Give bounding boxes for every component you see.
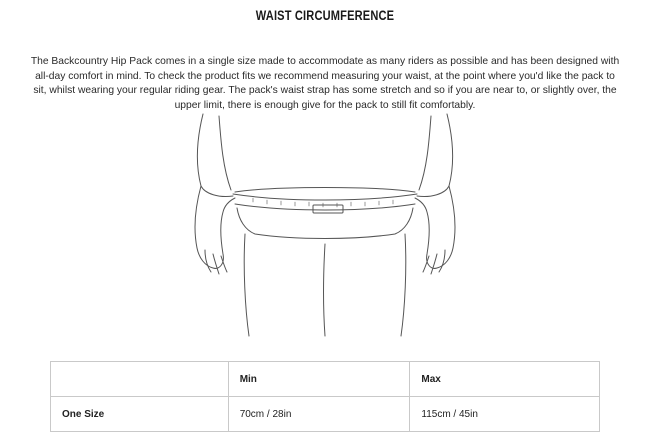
torso-left-outline [197, 114, 233, 197]
left-leg [244, 234, 249, 336]
size-max-value: 115cm / 45in [410, 397, 600, 432]
size-label: One Size [51, 397, 229, 432]
tape-buckle [313, 205, 343, 213]
inseam [324, 244, 326, 336]
size-min-value: 70cm / 28in [228, 397, 410, 432]
right-arm-inner [419, 116, 431, 190]
page-title: WAIST CIRCUMFERENCE [255, 8, 395, 23]
right-arm [415, 186, 455, 268]
waist-measurement-illustration [175, 108, 475, 338]
left-arm-inner [219, 116, 231, 190]
shirt-hem [235, 188, 415, 193]
table-header-max: Max [410, 362, 600, 397]
left-arm [195, 186, 235, 268]
measuring-tape-top [233, 194, 417, 200]
table-header-min: Min [228, 362, 410, 397]
intro-paragraph: The Backcountry Hip Pack comes in a single size made to accommodate as many riders as possible and has been designed with all-day comfort in mind. To check the product fits we recommend measuring your waist, at the point where you'd like the pack to sit, whilst wearing your regular riding gear. The pack's waist strap has some stretch and so if you are near to, or slightly over, the upper limit, there is enough give for the pack to still fit comfortably. [30, 56, 620, 111]
size-table [50, 361, 600, 432]
table-row [51, 397, 600, 432]
torso-right-outline [417, 114, 453, 197]
table-header-row [51, 362, 600, 397]
right-leg [401, 234, 406, 336]
table-header-cell [51, 362, 229, 397]
